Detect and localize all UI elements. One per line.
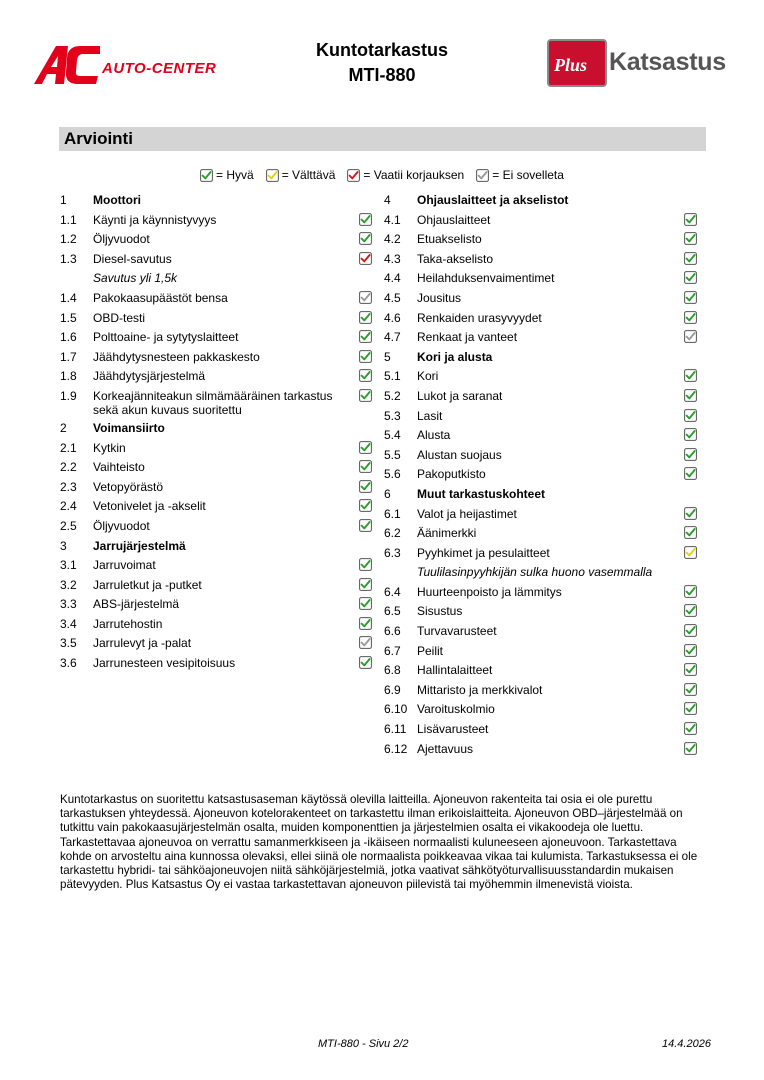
checkbox-good-icon [359, 480, 372, 493]
item-label: Voimansiirto [93, 420, 165, 435]
item-label: Öljyvuodot [93, 232, 150, 247]
inspection-item-row [384, 211, 697, 231]
item-number: 1.4 [60, 290, 77, 305]
checkbox-good-icon [684, 252, 697, 265]
checkbox-good-icon [359, 597, 372, 610]
checkbox-good-icon [359, 213, 372, 226]
checkbox-na-icon [684, 330, 697, 343]
status-legend [200, 166, 576, 184]
checkbox-good-icon [359, 656, 372, 669]
inspection-item-row [60, 439, 372, 459]
legend-label: = Vaatii korjauksen [363, 168, 465, 182]
inspection-item-row [60, 211, 372, 231]
item-label: Sisustus [417, 604, 463, 619]
checkbox-good-icon [684, 467, 697, 480]
item-number: 4.3 [384, 251, 401, 266]
item-label: Muut tarkastuskohteet [417, 486, 546, 501]
item-label: Pakokaasupäästöt bensa [93, 290, 228, 305]
checkbox-good-icon [684, 644, 697, 657]
inspection-item-row [60, 556, 372, 576]
item-label: Polttoaine- ja sytytyslaitteet [93, 330, 239, 345]
item-number: 4.6 [384, 310, 401, 325]
checkbox-good-icon [684, 271, 697, 284]
inspection-column-left [60, 191, 372, 674]
item-number: 6.4 [384, 584, 401, 599]
checkbox-fair-icon [266, 169, 279, 182]
item-number: 1.1 [60, 212, 77, 227]
plus-katsastus-logo [547, 39, 737, 89]
inspection-item-row [384, 505, 697, 525]
plus-badge-text: Plus [554, 55, 588, 75]
item-number: 3.3 [60, 597, 77, 612]
item-label: Lisävarusteet [417, 722, 489, 737]
checkbox-good-icon [359, 389, 372, 402]
item-number: 6.6 [384, 624, 401, 639]
item-label: Vetonivelet ja -akselit [93, 499, 206, 514]
item-number: 4.7 [384, 330, 401, 345]
checkbox-fair-icon [684, 546, 697, 559]
item-label: Turvavarusteet [417, 624, 497, 639]
item-number: 1.9 [60, 388, 77, 403]
inspection-item-row [384, 681, 697, 701]
inspection-item-row [384, 720, 697, 740]
inspection-item-row [384, 367, 697, 387]
item-number: 6.5 [384, 604, 401, 619]
checkbox-good-icon [684, 409, 697, 422]
item-label: Renkaiden urasyvyydet [417, 310, 542, 325]
item-label: Vetopyörästö [93, 479, 164, 494]
inspection-item-row [60, 458, 372, 478]
item-label: Alusta [417, 428, 451, 443]
item-label: Jousitus [417, 290, 462, 305]
checkbox-good-icon [359, 311, 372, 324]
auto-center-emblem-icon [34, 44, 104, 86]
checkbox-good-icon [359, 519, 372, 532]
checkbox-good-icon [684, 291, 697, 304]
inspection-item-row [60, 289, 372, 309]
checkbox-repair-icon [359, 252, 372, 265]
item-number: 3.6 [60, 656, 77, 671]
checkbox-good-icon [684, 604, 697, 617]
item-number: 3 [60, 538, 67, 553]
item-number: 1 [60, 193, 67, 207]
item-number: 5.4 [384, 428, 401, 443]
checkbox-good-icon [359, 232, 372, 245]
inspection-item-row [384, 269, 697, 289]
katsastus-wordmark: Katsastus [609, 48, 726, 76]
checkbox-good-icon [359, 558, 372, 571]
inspection-item-row [384, 700, 697, 720]
checkbox-good-icon [684, 624, 697, 637]
checkbox-good-icon [684, 585, 697, 598]
item-number: 2.4 [60, 499, 77, 514]
inspection-item-row [384, 387, 697, 407]
section-heading-row [384, 485, 697, 505]
item-number: 2.2 [60, 460, 77, 475]
inspection-item-row [60, 576, 372, 596]
checkbox-good-icon [359, 350, 372, 363]
item-number: 1.5 [60, 310, 77, 325]
item-number: 4.4 [384, 271, 401, 286]
item-label: Jäähdytysjärjestelmä [93, 369, 206, 384]
remark-row [60, 269, 372, 289]
item-number: 5.3 [384, 408, 401, 423]
inspection-item-row [60, 654, 372, 674]
item-number: 6.12 [384, 741, 408, 756]
item-label: Huurteenpoisto ja lämmitys [417, 584, 562, 599]
legend-item-repair [347, 168, 464, 182]
item-label: Pakoputkisto [417, 467, 486, 482]
section-heading-row [60, 191, 372, 211]
item-number: 2.1 [60, 440, 77, 455]
checkbox-good-icon [684, 683, 697, 696]
item-label: OBD-testi [93, 310, 146, 325]
item-label: Ajettavuus [417, 741, 474, 756]
inspection-item-row [384, 407, 697, 427]
item-label: Taka-akselisto [417, 251, 494, 266]
item-label: Jarrunesteen vesipitoisuus [93, 656, 236, 671]
checkbox-good-icon [359, 499, 372, 512]
inspection-item-row [60, 595, 372, 615]
item-label: Jarrutehostin [93, 616, 163, 631]
item-label: Etuakselisto [417, 232, 482, 247]
page-number: MTI-880 - Sivu 2/2 [318, 1038, 409, 1050]
item-number: 3.5 [60, 636, 77, 651]
item-label: Jarruvoimat [93, 558, 156, 573]
inspection-item-row [384, 230, 697, 250]
checkbox-good-icon [359, 460, 372, 473]
title-line-2: MTI-880 [348, 65, 416, 85]
checkbox-good-icon [359, 441, 372, 454]
item-number: 6.10 [384, 702, 408, 717]
auto-center-wordmark: AUTO-CENTER [102, 60, 217, 77]
title-line-1: Kuntotarkastus [315, 40, 449, 60]
checkbox-good-icon [359, 578, 372, 591]
checkbox-good-icon [684, 507, 697, 520]
remark-text: Tuulilasinpyyhkijän sulka huono vasemmalla [417, 565, 653, 580]
checkbox-good-icon [684, 526, 697, 539]
checkbox-good-icon [684, 722, 697, 735]
item-label: Mittaristo ja merkkivalot [417, 682, 543, 697]
item-number: 3.2 [60, 577, 77, 592]
item-number: 6.11 [384, 722, 407, 737]
legend-item-good [200, 168, 254, 182]
inspection-item-row [60, 478, 372, 498]
legend-item-fair [266, 168, 336, 182]
item-label: Käynti ja käynnistyvyys [93, 212, 217, 227]
inspection-item-row [384, 289, 697, 309]
inspection-item-row [60, 634, 372, 654]
inspection-item-row [60, 309, 372, 329]
item-number: 5.6 [384, 467, 401, 482]
checkbox-good-icon [684, 369, 697, 382]
plus-badge [547, 39, 607, 87]
item-label: ABS-järjestelmä [93, 597, 180, 612]
checkbox-good-icon [359, 369, 372, 382]
item-number: 6 [384, 486, 391, 501]
item-label: Renkaat ja vanteet [417, 330, 518, 345]
remark-text: Savutus yli 1,5k [93, 271, 178, 286]
item-label: Heilahduksenvaimentimet [417, 271, 555, 286]
disclaimer-text: Kuntotarkastus on suoritettu katsastusaseman käytössä olevilla laitteilla. Ajoneuvon rakenteita tai osia ei ole purettu tarkastuksen yhteydessä. Ajoneuvon kotelorakenteet on tarkastettu ilman erikoislaitteita. Ajoneuvon OBD–järjestelmää on tutkittu vain pakokaasujärjestelmän osalta, muiden komponenttien ja järjestelmien osalta ei vikakoodeja ole luettu. Tarkastettavaa ajoneuvoa on verrattu samanmerkkiseen ja -ikäiseen normaalisti kuluneeseen ajoneuvoon. Tarkastettava kohde on arvosteltu aina kunnossa olevaksi, ellei siinä ole normaalista poikkeavaa vikaa tai kulumista. Tarkastuksessa ei ole tarkastettu hybridi- tai sähköajoneuvojen niitä sähköjärjestelmiä, jotka vaativat sähkötyöturvallisuusstandardin mukaisen pätevyyden. Plus Katsastus Oy ei vastaa tarkastettavan ajoneuvon piilevistä tai myöhemmin ilmenevistä vioista. [60, 793, 698, 892]
item-label: Varoituskolmio [417, 702, 495, 717]
document-title [282, 38, 482, 88]
inspection-item-row [60, 230, 372, 250]
item-number: 4.1 [384, 212, 401, 227]
item-label: Lukot ja saranat [417, 388, 503, 403]
item-number: 2.3 [60, 479, 77, 494]
item-label: Diesel-savutus [93, 251, 172, 266]
checkbox-good-icon [684, 742, 697, 755]
inspection-item-row [60, 328, 372, 348]
item-number: 5.5 [384, 447, 401, 462]
inspection-item-row [384, 740, 697, 760]
inspection-item-row [60, 615, 372, 635]
inspection-item-row [384, 524, 697, 544]
item-label: Lasit [417, 408, 443, 423]
item-number: 5 [384, 349, 391, 364]
auto-center-logo [34, 44, 224, 86]
item-number: 6.1 [384, 506, 401, 521]
item-label: Hallintalaitteet [417, 663, 493, 678]
inspection-item-row [384, 544, 697, 564]
inspection-item-row [60, 367, 372, 387]
legend-label: = Ei sovelleta [492, 168, 564, 182]
inspection-item-row [384, 602, 697, 622]
item-label: Vaihteisto [93, 460, 145, 475]
item-label: Moottori [93, 193, 141, 207]
item-number: 5.1 [384, 369, 401, 384]
checkbox-good-icon [684, 702, 697, 715]
inspection-item-row [384, 661, 697, 681]
item-number: 6.7 [384, 643, 401, 658]
inspection-column-right [384, 191, 697, 759]
checkbox-good-icon [200, 169, 213, 182]
item-label: Ohjauslaitteet ja akselistot [417, 193, 569, 207]
inspection-item-row [60, 250, 372, 270]
item-label: Korkeajänniteakun silmämääräinen tarkastus sekä akun kuvaus suoritettu [93, 388, 333, 417]
item-label: Jarruletkut ja -putket [93, 577, 202, 592]
report-date: 14.4.2026 [662, 1038, 711, 1050]
section-header-arviointi [59, 127, 706, 151]
checkbox-good-icon [684, 389, 697, 402]
checkbox-good-icon [684, 448, 697, 461]
item-label: Valot ja heijastimet [417, 506, 517, 521]
item-number: 3.4 [60, 616, 77, 631]
item-label: Jarrujärjestelmä [93, 538, 186, 553]
inspection-item-row [384, 642, 697, 662]
item-number: 4.5 [384, 290, 401, 305]
item-number: 6.2 [384, 526, 401, 541]
section-heading-row [60, 419, 372, 439]
item-label: Jäähdytysnesteen pakkaskesto [93, 349, 260, 364]
item-number: 2 [60, 420, 67, 435]
section-heading-row [384, 191, 697, 211]
checkbox-good-icon [359, 617, 372, 630]
item-number: 1.7 [60, 349, 77, 364]
checkbox-na-icon [359, 636, 372, 649]
item-label: Ohjauslaitteet [417, 212, 491, 227]
checkbox-good-icon [684, 428, 697, 441]
item-number: 6.9 [384, 682, 401, 697]
inspection-item-row [60, 387, 372, 419]
inspection-item-row [60, 517, 372, 537]
inspection-item-row [384, 250, 697, 270]
inspection-item-row [384, 622, 697, 642]
item-number: 1.8 [60, 369, 77, 384]
inspection-item-row [384, 465, 697, 485]
checkbox-good-icon [684, 663, 697, 676]
item-number: 2.5 [60, 518, 77, 533]
checkbox-good-icon [684, 311, 697, 324]
item-number: 4 [384, 193, 391, 207]
item-number: 4.2 [384, 232, 401, 247]
checkbox-good-icon [684, 232, 697, 245]
item-label: Kori [417, 369, 439, 384]
item-label: Pyyhkimet ja pesulaitteet [417, 545, 550, 560]
checkbox-good-icon [684, 213, 697, 226]
remark-row [384, 563, 697, 583]
item-label: Öljyvuodot [93, 518, 150, 533]
item-label: Alustan suojaus [417, 447, 502, 462]
item-number: 6.3 [384, 545, 401, 560]
item-label: Peilit [417, 643, 444, 658]
inspection-item-row [384, 426, 697, 446]
legend-label: = Hyvä [216, 168, 254, 182]
inspection-item-row [384, 583, 697, 603]
inspection-item-row [60, 348, 372, 368]
checkbox-good-icon [359, 330, 372, 343]
inspection-item-row [384, 309, 697, 329]
inspection-item-row [384, 446, 697, 466]
inspection-item-row [384, 328, 697, 348]
item-number: 6.8 [384, 663, 401, 678]
checkbox-na-icon [476, 169, 489, 182]
checkbox-repair-icon [347, 169, 360, 182]
legend-item-na [476, 168, 564, 182]
item-number: 1.3 [60, 251, 77, 266]
item-label: Kytkin [93, 440, 126, 455]
inspection-item-row [60, 497, 372, 517]
item-number: 1.2 [60, 232, 77, 247]
legend-label: = Välttävä [281, 168, 336, 182]
item-label: Jarrulevyt ja -palat [93, 636, 192, 651]
item-number: 1.6 [60, 330, 77, 345]
checkbox-na-icon [359, 291, 372, 304]
section-heading-row [60, 537, 372, 557]
section-heading-row [384, 348, 697, 368]
item-label: Äänimerkki [417, 526, 477, 541]
item-number: 5.2 [384, 388, 401, 403]
item-label: Kori ja alusta [417, 349, 493, 364]
section-title: Arviointi [64, 129, 133, 148]
item-number: 3.1 [60, 558, 77, 573]
